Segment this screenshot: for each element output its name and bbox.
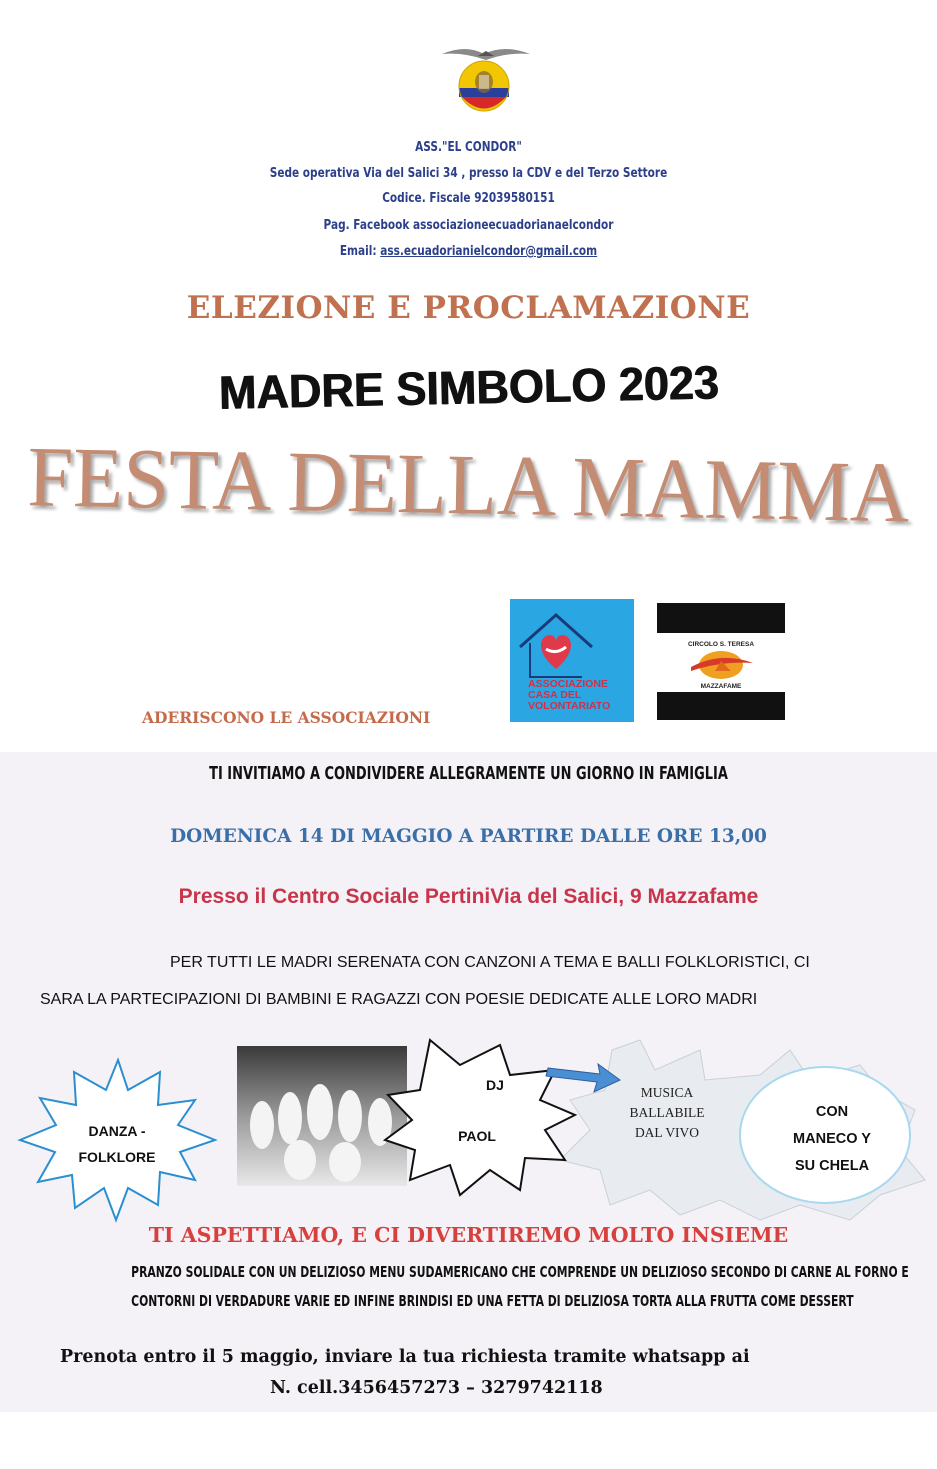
assoc1-line2: CASA DEL bbox=[528, 689, 582, 701]
festa-title: FESTA DELLA MAMMA bbox=[26, 428, 911, 541]
danza-label bbox=[62, 1118, 172, 1170]
con-line-1: CON bbox=[815, 1104, 849, 1120]
address-line: Sede operativa Via del Salici 34 , presso la CDV e del Terzo Settore bbox=[269, 165, 668, 181]
email-link[interactable]: ass.ecuadorianielcondor@gmail.com bbox=[380, 243, 598, 259]
dj-line-1: DJ bbox=[486, 1077, 504, 1093]
assoc1-line3: VOLONTARIATO bbox=[528, 700, 611, 712]
musica-line-3: DAL VIVO bbox=[634, 1125, 700, 1140]
booking-line-1: Prenota entro il 5 maggio, inviare la tua richiesta tramite whatsapp ai bbox=[60, 1347, 750, 1367]
assoc1-line1: ASSOCIAZIONE bbox=[528, 678, 608, 690]
musica-label bbox=[612, 1083, 722, 1143]
condor-logo bbox=[438, 42, 534, 112]
assoc2-bottom-label: MAZZAFAME bbox=[700, 683, 742, 690]
booking-line-2: N. cell.3456457273 – 3279742118 bbox=[270, 1378, 603, 1398]
email-label: Email: bbox=[339, 243, 381, 259]
menu-line-2: CONTORNI DI VERDADURE VARIE ED INFINE BRINDISI ED UNA FETTA DI DELIZIOSA TORTA ALLA FRUTTA COME DESSERT bbox=[131, 1292, 854, 1310]
program-line-1: PER TUTTI LE MADRI SERENATA CON CANZONI A TEMA E BALLI FOLKLORISTICI, CI bbox=[170, 954, 810, 971]
musica-line-1: MUSICA bbox=[640, 1085, 694, 1100]
dj-starburst bbox=[385, 1040, 575, 1195]
danza-line-2: FOLKLORE bbox=[78, 1149, 156, 1165]
circolo-santa-teresa-logo bbox=[657, 603, 785, 720]
association-name: ASS."EL CONDOR" bbox=[415, 139, 522, 155]
menu-line-1: PRANZO SOLIDALE CON UN DELIZIOSO MENU SUDAMERICANO CHE COMPRENDE UN DELIZIOSO SECONDO DI CARNE AL FORNO E bbox=[131, 1263, 909, 1281]
elezione-title: ELEZIONE E PROCLAMAZIONE bbox=[186, 290, 751, 326]
assoc2-top-label: CIRCOLO S. TERESA bbox=[687, 641, 755, 648]
con-line-2: MANECO Y bbox=[793, 1131, 871, 1147]
danza-line-1: DANZA - bbox=[88, 1123, 146, 1139]
madre-simbolo-title bbox=[0, 352, 937, 424]
casa-volontariato-logo bbox=[510, 599, 634, 722]
facebook-page: Pag. Facebook associazioneecuadorianaelcondor bbox=[323, 217, 614, 233]
maneco-label bbox=[772, 1099, 892, 1180]
musica-line-2: BALLABILE bbox=[629, 1105, 705, 1120]
program-line-2: SARA LA PARTECIPAZIONI DI BAMBINI E RAGAZZI CON POESIE DEDICATE ALLE LORO MADRI bbox=[40, 991, 758, 1008]
fiscal-code: Codice. Fiscale 92039580151 bbox=[382, 190, 555, 206]
con-line-3: SU CHELA bbox=[794, 1158, 870, 1174]
aspettiamo-line: TI ASPETTIAMO, E CI DIVERTIREMO MOLTO INSIEME bbox=[148, 1223, 789, 1247]
dj-line-2: PAOL bbox=[458, 1128, 496, 1144]
location-line: Presso il Centro Sociale PertiniVia del Salici, 9 Mazzafame bbox=[178, 885, 759, 908]
madre-simbolo-text: MADRE SIMBOLO 2023 bbox=[217, 355, 720, 420]
date-line: DOMENICA 14 DI MAGGIO A PARTIRE DALLE ORE 13,00 bbox=[170, 826, 767, 847]
invito-line: TI INVITIAMO A CONDIVIDERE ALLEGRAMENTE UN GIORNO IN FAMIGLIA bbox=[209, 763, 728, 784]
email-line bbox=[103, 243, 834, 259]
aderiscono-label: ADERISCONO LE ASSOCIAZIONI bbox=[142, 708, 431, 727]
